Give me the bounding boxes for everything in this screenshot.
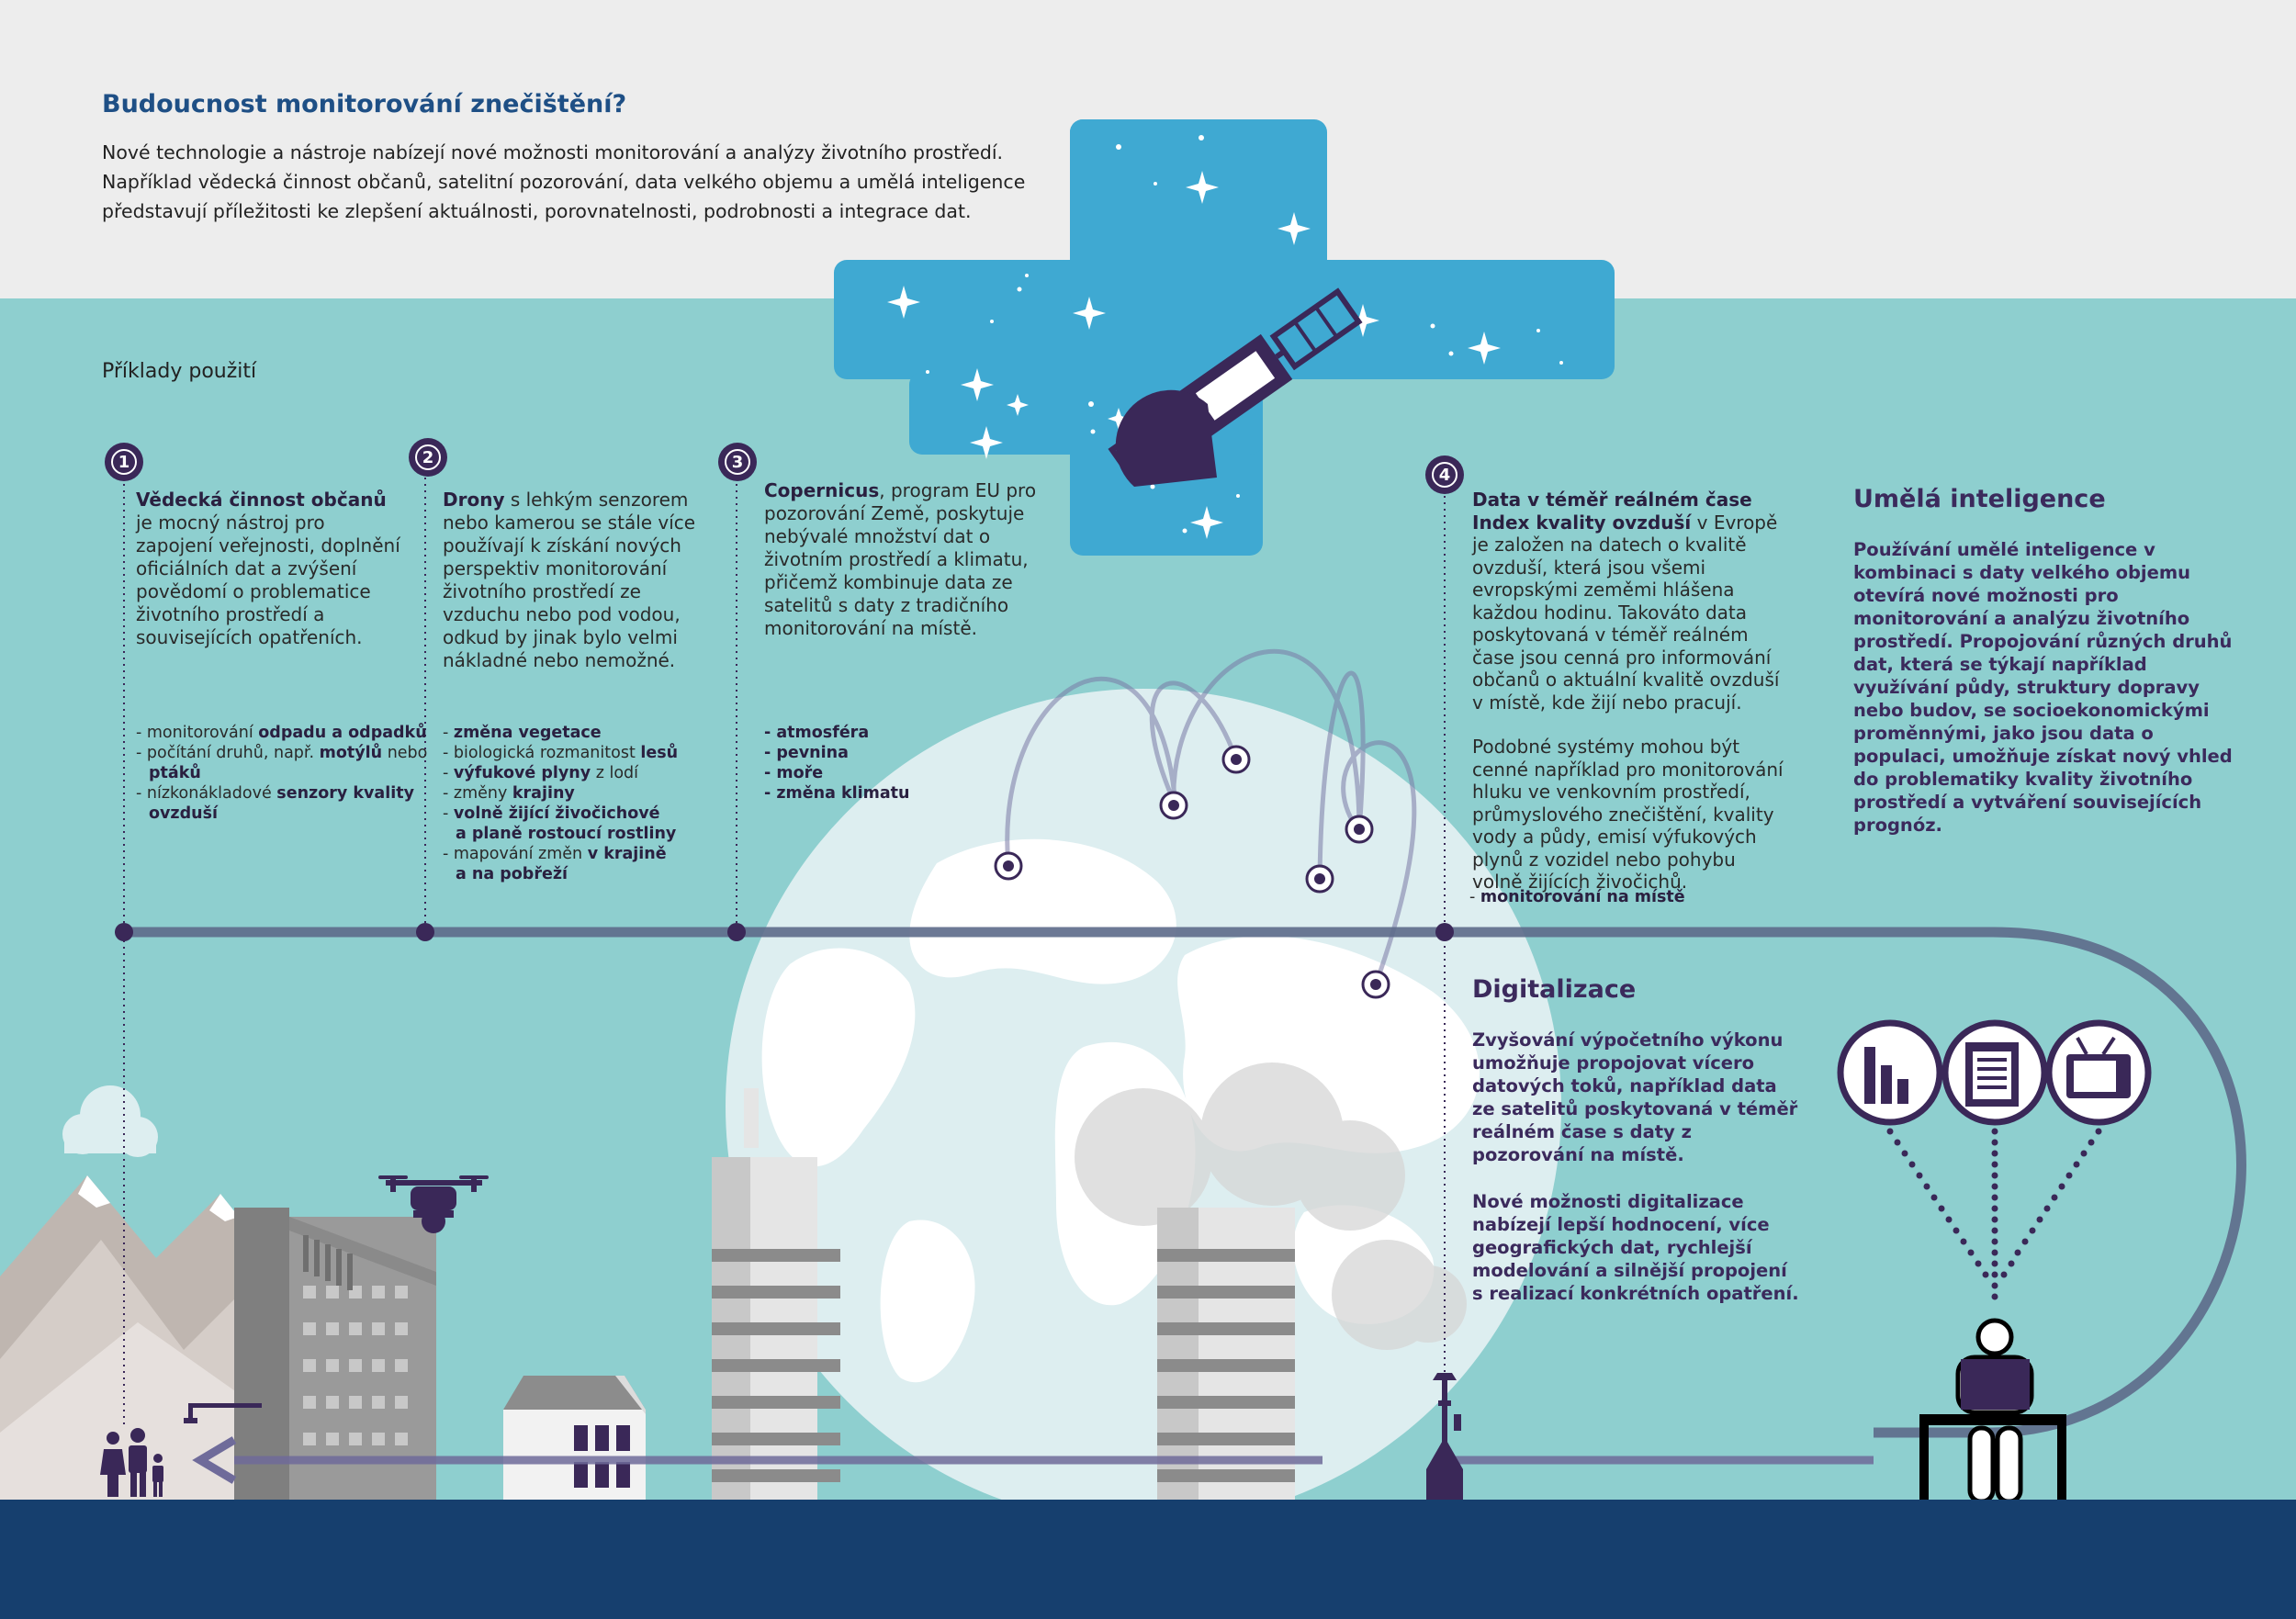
list-item bbox=[443, 864, 678, 884]
digitalisation-paragraph-2: Nové možnosti digitalizace nabízejí lepší hodnocení, více geografických dat, rychlejší modelování a silnější propojení s realizací konkrétních opatření. bbox=[1472, 1191, 1799, 1304]
list-item-text: - změny bbox=[443, 784, 512, 803]
list-item bbox=[136, 743, 427, 763]
list-item-text: - bbox=[443, 804, 454, 823]
list-item-text: - mapování změn bbox=[443, 845, 588, 863]
list-item-text: senzory kvality bbox=[276, 784, 414, 803]
number-badge-1 bbox=[105, 443, 143, 481]
list-item-text: - biologická rozmanitost bbox=[443, 744, 641, 762]
list-item bbox=[443, 844, 678, 864]
list-item-text: ptáků bbox=[149, 764, 201, 782]
digitalisation-title: Digitalizace bbox=[1472, 975, 1637, 1004]
number-badge-3 bbox=[718, 443, 757, 481]
list-item-text: - pevnina bbox=[764, 744, 849, 762]
list-item-text: - nízkonákladové bbox=[136, 784, 277, 803]
document-icon bbox=[1945, 1023, 2044, 1122]
list-item-text: - bbox=[1469, 888, 1480, 906]
svg-text:4: 4 bbox=[1438, 466, 1451, 485]
example-2-text bbox=[443, 489, 709, 672]
example-2-list bbox=[443, 723, 678, 884]
example-4-body: v Evropě je založen na datech o kvalitě ovzduší, která jsou všemi evropskými zeměmi hlášena každou hodinu. Takováto data poskytovaná v téměř reálném čase jsou cenná pro informování občanů o aktuální kvalitě ovzduší v místě, kde žijí nebo pracují. bbox=[1472, 511, 1780, 714]
list-item-text: krajiny bbox=[512, 784, 575, 803]
list-item-text: - moře bbox=[764, 764, 824, 782]
page-title: Budoucnost monitorování znečištění? bbox=[102, 90, 627, 118]
example-1-lead: Vědecká činnost občanů bbox=[136, 489, 387, 511]
digitalisation-paragraph-1: Zvyšování výpočetního výkonu umožňuje propojovat vícero datových toků, například data ze satelitů poskytovaná v téměř reálném čase s daty z pozorování na místě. bbox=[1472, 1029, 1798, 1165]
list-item-text: výfukové plyny bbox=[453, 764, 591, 782]
example-3-text bbox=[764, 479, 1049, 640]
list-item bbox=[136, 783, 427, 804]
number-badge-4 bbox=[1425, 455, 1464, 494]
list-item bbox=[443, 804, 678, 824]
intro-text: Nové technologie a nástroje nabízejí nové možnosti monitorování a analýzy životního prostředí. Například vědecká činnost občanů, satelitní pozorování, data velkého objemu a umělá inteligence představují příležitosti ke zlepšení aktuálnosti, porovnatelnosti, podrobnosti a integrace dat. bbox=[102, 141, 1026, 222]
list-item-text: volně žijící živočichové bbox=[453, 804, 660, 823]
list-item-text: - atmosféra bbox=[764, 724, 870, 742]
list-item bbox=[136, 723, 427, 743]
ground bbox=[0, 1500, 2296, 1619]
list-item-text: - monitorování bbox=[136, 724, 259, 742]
house bbox=[503, 1376, 646, 1501]
list-item-text: z lodí bbox=[591, 764, 638, 782]
example-1-body: je mocný nástroj pro zapojení veřejnosti, doplnění oficiálních dat a zvýšení povědomí o problematice životního prostředí a souvisejících opatřeních. bbox=[136, 512, 400, 648]
list-item bbox=[136, 763, 427, 783]
list-item bbox=[764, 743, 910, 763]
list-item bbox=[443, 783, 678, 804]
example-2-body: s lehkým senzorem nebo kamerou se stále více používají k získání nových perspektiv monitorování životního prostředí ze vzduchu nebo pod vodou, odkud by jinak bylo velmi nákladné nebo nemožné. bbox=[443, 489, 696, 671]
list-item bbox=[1469, 887, 1685, 907]
list-item bbox=[443, 824, 678, 844]
list-item-text: monitorování na místě bbox=[1480, 888, 1685, 906]
list-item-text: motýlů bbox=[319, 744, 383, 762]
list-item-text: a na pobřeží bbox=[456, 865, 568, 883]
example-1-text bbox=[136, 489, 402, 649]
list-item bbox=[136, 804, 427, 824]
svg-text:1: 1 bbox=[118, 453, 130, 472]
svg-text:3: 3 bbox=[731, 453, 744, 472]
example-4-body-2: Podobné systémy mohou být cenné například pro monitorování hluku ve venkovním prostředí, průmyslového znečištění, kvality vody a půdy, emisí výfukových plynů z vozidel nebo pohybu volně žijících živočichů. bbox=[1472, 736, 1784, 893]
list-item bbox=[443, 763, 678, 783]
number-badge-2 bbox=[409, 438, 447, 477]
list-item-text: - změna klimatu bbox=[764, 784, 910, 803]
example-4-lead: Data v téměř reálném čase bbox=[1472, 489, 1752, 511]
example-4-list bbox=[1469, 887, 1685, 907]
tv-icon bbox=[2049, 1023, 2148, 1122]
list-item bbox=[764, 783, 910, 804]
list-item-text: lesů bbox=[640, 744, 679, 762]
example-3-body: , program EU pro pozorování Země, poskytuje nebývalé množství dat o životním prostředí a klimatu, přičemž kombinuje data ze satelitů s daty z tradičního monitorování na místě. bbox=[764, 479, 1037, 639]
list-item-text: - bbox=[443, 764, 454, 782]
example-4-text bbox=[1472, 489, 1789, 894]
example-1-list bbox=[136, 723, 427, 824]
ai-title: Umělá inteligence bbox=[1853, 485, 2106, 513]
example-2-lead: Drony bbox=[443, 489, 505, 511]
list-item-text: - počítání druhů, např. bbox=[136, 744, 320, 762]
list-item-text: v krajině bbox=[587, 845, 667, 863]
example-3-lead: Copernicus bbox=[764, 479, 880, 501]
digitalisation-text bbox=[1472, 1029, 1803, 1329]
list-item-text: odpadu a odpadků bbox=[258, 724, 427, 742]
list-item bbox=[443, 723, 678, 743]
example-3-list bbox=[764, 723, 910, 804]
list-item bbox=[764, 723, 910, 743]
list-item-text: a planě rostoucí rostliny bbox=[456, 825, 677, 843]
bar-chart-icon bbox=[1840, 1023, 1940, 1122]
examples-label: Příklady použití bbox=[102, 360, 257, 383]
list-item-text: ovzduší bbox=[149, 804, 219, 823]
list-item-text: nebo bbox=[382, 744, 428, 762]
example-4-lead-2: Index kvality ovzduší bbox=[1472, 511, 1692, 534]
list-item bbox=[443, 743, 678, 763]
list-item bbox=[764, 763, 910, 783]
list-item-text: změna vegetace bbox=[453, 724, 602, 742]
svg-text:2: 2 bbox=[422, 448, 434, 467]
ai-text: Používání umělé inteligence v kombinaci s daty velkého objemu otevírá nové možnosti pro monitorování a analýzu životního prostředí. Propojování různých druhů dat, která se týkají například využívání půdy, struktury dopravy nebo budov, se socioekonomickými proměnnými, jako jsou data o populaci, umožňuje získat nový vhled do problematiky kvality životního prostředí a vytváření souvisejících prognóz. bbox=[1853, 539, 2233, 836]
list-item-text: - bbox=[443, 724, 454, 742]
